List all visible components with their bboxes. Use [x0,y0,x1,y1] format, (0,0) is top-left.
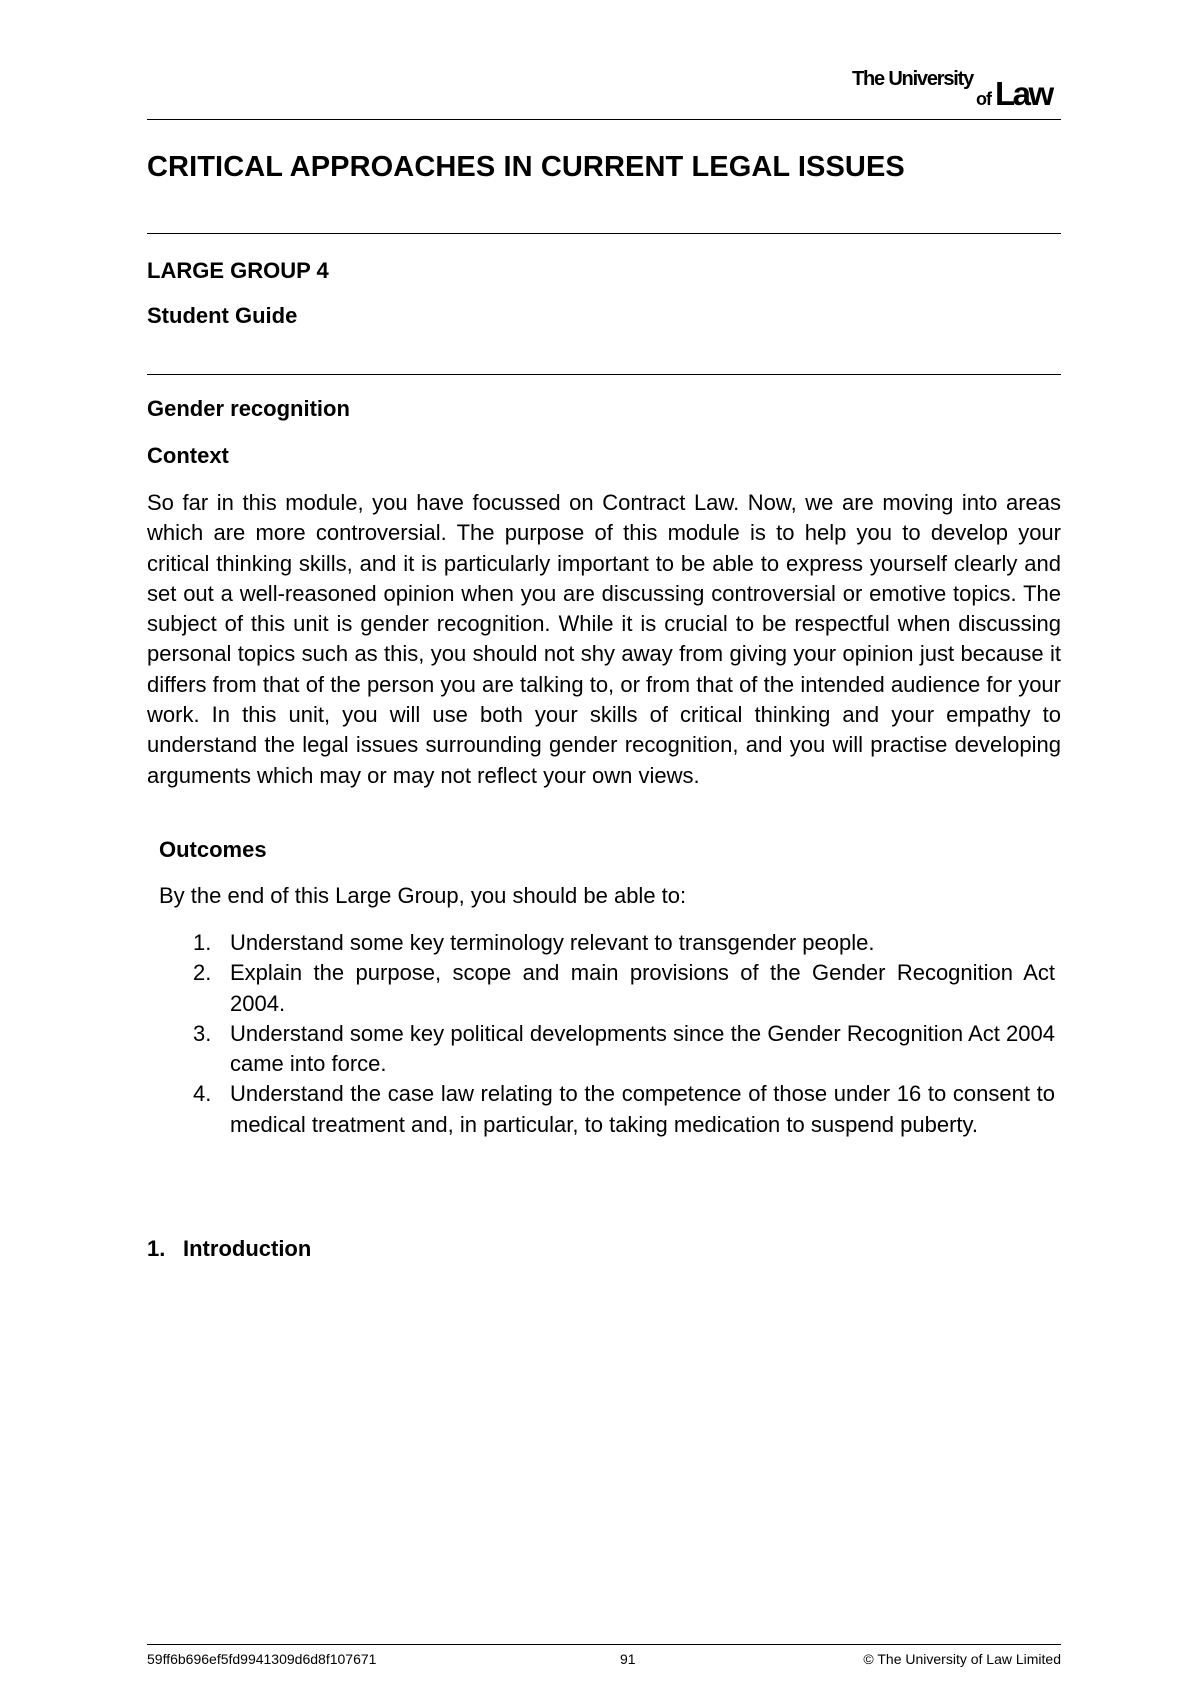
section-number: 1. [147,1236,166,1261]
footer-copyright: © The University of Law Limited [863,1651,1061,1667]
footer-rule [147,1644,1061,1645]
university-logo [852,68,1062,108]
footer-page-number: 91 [620,1651,636,1667]
list-item-number: 3. [193,1020,212,1046]
topic-heading: Gender recognition [147,396,350,421]
guide-label: Student Guide [147,303,298,328]
list-item-number: 2. [193,960,212,986]
logo-line1: The University [852,68,974,90]
header-rule [147,119,1061,120]
outcomes-heading: Outcomes [159,837,267,862]
list-item [189,928,1055,958]
list-item-text: Understand some key terminology relevant to transgender people. [230,930,875,955]
list-item-text: Understand some key political developments since the Gender Recognition Act 2004 came into force. [230,1020,1055,1077]
list-item [189,1019,1055,1080]
list-item-number: 1. [193,930,212,955]
list-item-text: Explain the purpose, scope and main provisions of the Gender Recognition Act 2004. [230,960,1055,1016]
context-paragraph: So far in this module, you have focussed on Contract Law. Now, we are moving into areas which are more controversial. The purpose of this module is to help you to develop your critical thinking skills, and it is particularly important to be able to express yourself clearly and set out a well-reasoned opinion when you are discussing controversial or emotive topics. The subject of this unit is gender recognition. While it is crucial to be respectful when discussing personal topics such as this, you should not shy away from giving your opinion just because it differs from that of the person you are talking to, or from that of the intended audience for your work. In this unit, you will use both your skills of critical thinking and your empathy to understand the legal issues surrounding gender recognition, and you will practise developing arguments which may or may not reflect your own views. [147,490,1061,788]
document-title: CRITICAL APPROACHES IN CURRENT LEGAL ISSUES [147,151,905,183]
outcomes-list [189,928,1055,1140]
list-item [189,958,1055,1019]
section-title: Introduction [183,1236,312,1261]
section-rule [147,374,1061,375]
logo-law: Law [995,75,1052,108]
section-heading-introduction [147,1236,311,1262]
context-heading: Context [147,443,229,468]
list-item [189,1079,1055,1140]
list-item-number: 4. [193,1081,212,1107]
footer-document-id: 59ff6b696ef5fd9941309d6d8f107671 [147,1651,377,1667]
outcomes-intro: By the end of this Large Group, you should be able to: [159,883,687,908]
list-item-text: Understand the case law relating to the competence of those under 16 to consent to medical treatment and, in particular, to taking medication to suspend puberty. [230,1081,1055,1137]
logo-of: of [976,89,991,108]
title-rule [147,233,1061,234]
session-label: LARGE GROUP 4 [147,258,329,283]
